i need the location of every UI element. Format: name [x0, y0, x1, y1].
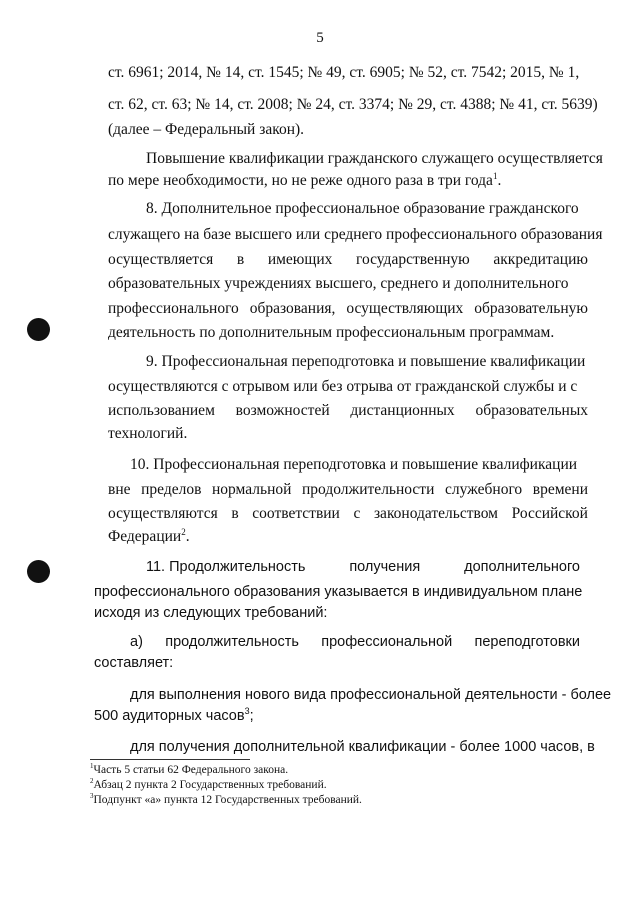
- justified-line: [108, 300, 588, 318]
- line-text: [108, 528, 190, 546]
- line-text: образовательных учреждениях высшего, среднего и дополнительного: [108, 275, 569, 292]
- word: в: [236, 251, 245, 268]
- text-run: ;: [249, 708, 254, 724]
- footnote: [90, 794, 362, 807]
- line-text: для получения дополнительной квалификации - более 1000 часов, в: [130, 739, 595, 755]
- line-text: для выполнения нового вида профессиональной деятельности - более: [130, 687, 612, 703]
- word: образовательную: [474, 300, 588, 317]
- word: использованием: [108, 402, 215, 419]
- line-text: составляет:: [94, 655, 174, 671]
- footnote-text: Абзац 2 пункта 2 Государственных требований.: [93, 779, 327, 791]
- word: образования,: [249, 300, 336, 317]
- word: дистанционных: [350, 402, 455, 419]
- footnote-ref[interactable]: 1: [492, 170, 498, 181]
- word: продолжительности: [302, 481, 435, 498]
- footnote-separator: [90, 759, 250, 760]
- word: дополнительного: [464, 559, 580, 575]
- punch-hole: [27, 318, 50, 341]
- word: Российской: [511, 505, 588, 522]
- line-text: деятельность по дополнительным профессиональным программам.: [108, 324, 555, 341]
- justified-line: [108, 402, 588, 420]
- line-text: профессионального образования указывается в индивидуальном плане: [94, 584, 583, 600]
- line-text: 8. Дополнительное профессиональное образование гражданского: [146, 200, 579, 217]
- word: продолжительность: [165, 634, 299, 650]
- footnote: [90, 779, 327, 792]
- text-run: по мере необходимости, но не реже одного раза в три года: [108, 172, 493, 189]
- word: осуществляется: [108, 251, 214, 268]
- word: времени: [532, 481, 588, 498]
- word: 11. Продолжительность: [146, 559, 306, 575]
- line-text: [94, 707, 254, 725]
- line-text: 10. Профессиональная переподготовка и повышение квалификации: [130, 456, 578, 473]
- text-run: 500 аудиторных часов: [94, 708, 245, 724]
- word: получения: [349, 559, 421, 575]
- word: имеющих: [267, 251, 333, 268]
- line-text: ст. 6961; 2014, № 14, ст. 1545; № 49, ст. 6905; № 52, ст. 7542; 2015, № 1,: [108, 64, 580, 81]
- footnote-ref[interactable]: 3: [244, 706, 250, 717]
- footnote-mark: 1: [90, 762, 94, 771]
- word: образовательных: [475, 402, 588, 419]
- page-number: 5: [316, 30, 324, 46]
- line-text: (далее – Федеральный закон).: [108, 121, 305, 138]
- word: а): [130, 634, 143, 650]
- word: аккредитацию: [493, 251, 588, 268]
- word: соответствии: [252, 505, 340, 522]
- punch-hole: [27, 560, 50, 583]
- footnote-mark: 2: [90, 777, 94, 786]
- line-text: 9. Профессиональная переподготовка и повышение квалификации: [146, 353, 586, 370]
- word: государственную: [356, 251, 470, 268]
- line-text: технологий.: [108, 425, 188, 442]
- justified-line: [108, 505, 588, 523]
- line-text: Повышение квалификации гражданского служащего осуществляется: [146, 150, 603, 167]
- footnote-text: Подпункт «а» пункта 12 Государственных требований.: [93, 794, 362, 806]
- text-run: .: [185, 528, 190, 545]
- line-text: осуществляются с отрывом или без отрыва от гражданской службы и с: [108, 378, 578, 395]
- footnote: [90, 764, 288, 777]
- word: пределов: [141, 481, 202, 498]
- justified-line: [108, 481, 588, 499]
- word: законодательством: [373, 505, 498, 522]
- footnote-mark: 3: [90, 792, 94, 801]
- line-text: исходя из следующих требований:: [94, 605, 328, 621]
- footnote-ref[interactable]: 2: [181, 526, 186, 537]
- justified-line: [146, 558, 580, 576]
- word: профессионального: [108, 300, 239, 317]
- word: переподготовки: [474, 634, 580, 650]
- word: с: [353, 505, 361, 522]
- word: служебного: [444, 481, 523, 498]
- word: нормальной: [211, 481, 292, 498]
- word: осуществляются: [108, 505, 218, 522]
- footnote-text: Часть 5 статьи 62 Федерального закона.: [93, 764, 289, 776]
- word: в: [231, 505, 239, 522]
- word: вне: [108, 481, 131, 498]
- line-text: ст. 62, ст. 63; № 14, ст. 2008; № 24, ст. 3374; № 29, ст. 4388; № 41, ст. 5639): [108, 96, 598, 113]
- word: возможностей: [235, 402, 330, 419]
- line-text: [108, 172, 501, 190]
- word: профессиональной: [321, 634, 453, 650]
- word: осуществляющих: [346, 300, 464, 317]
- line-text: служащего на базе высшего или среднего профессионального образования: [108, 226, 603, 243]
- justified-line: [108, 251, 588, 269]
- text-run: .: [497, 172, 502, 189]
- text-run: Федерации: [108, 528, 182, 545]
- justified-line: [130, 633, 580, 651]
